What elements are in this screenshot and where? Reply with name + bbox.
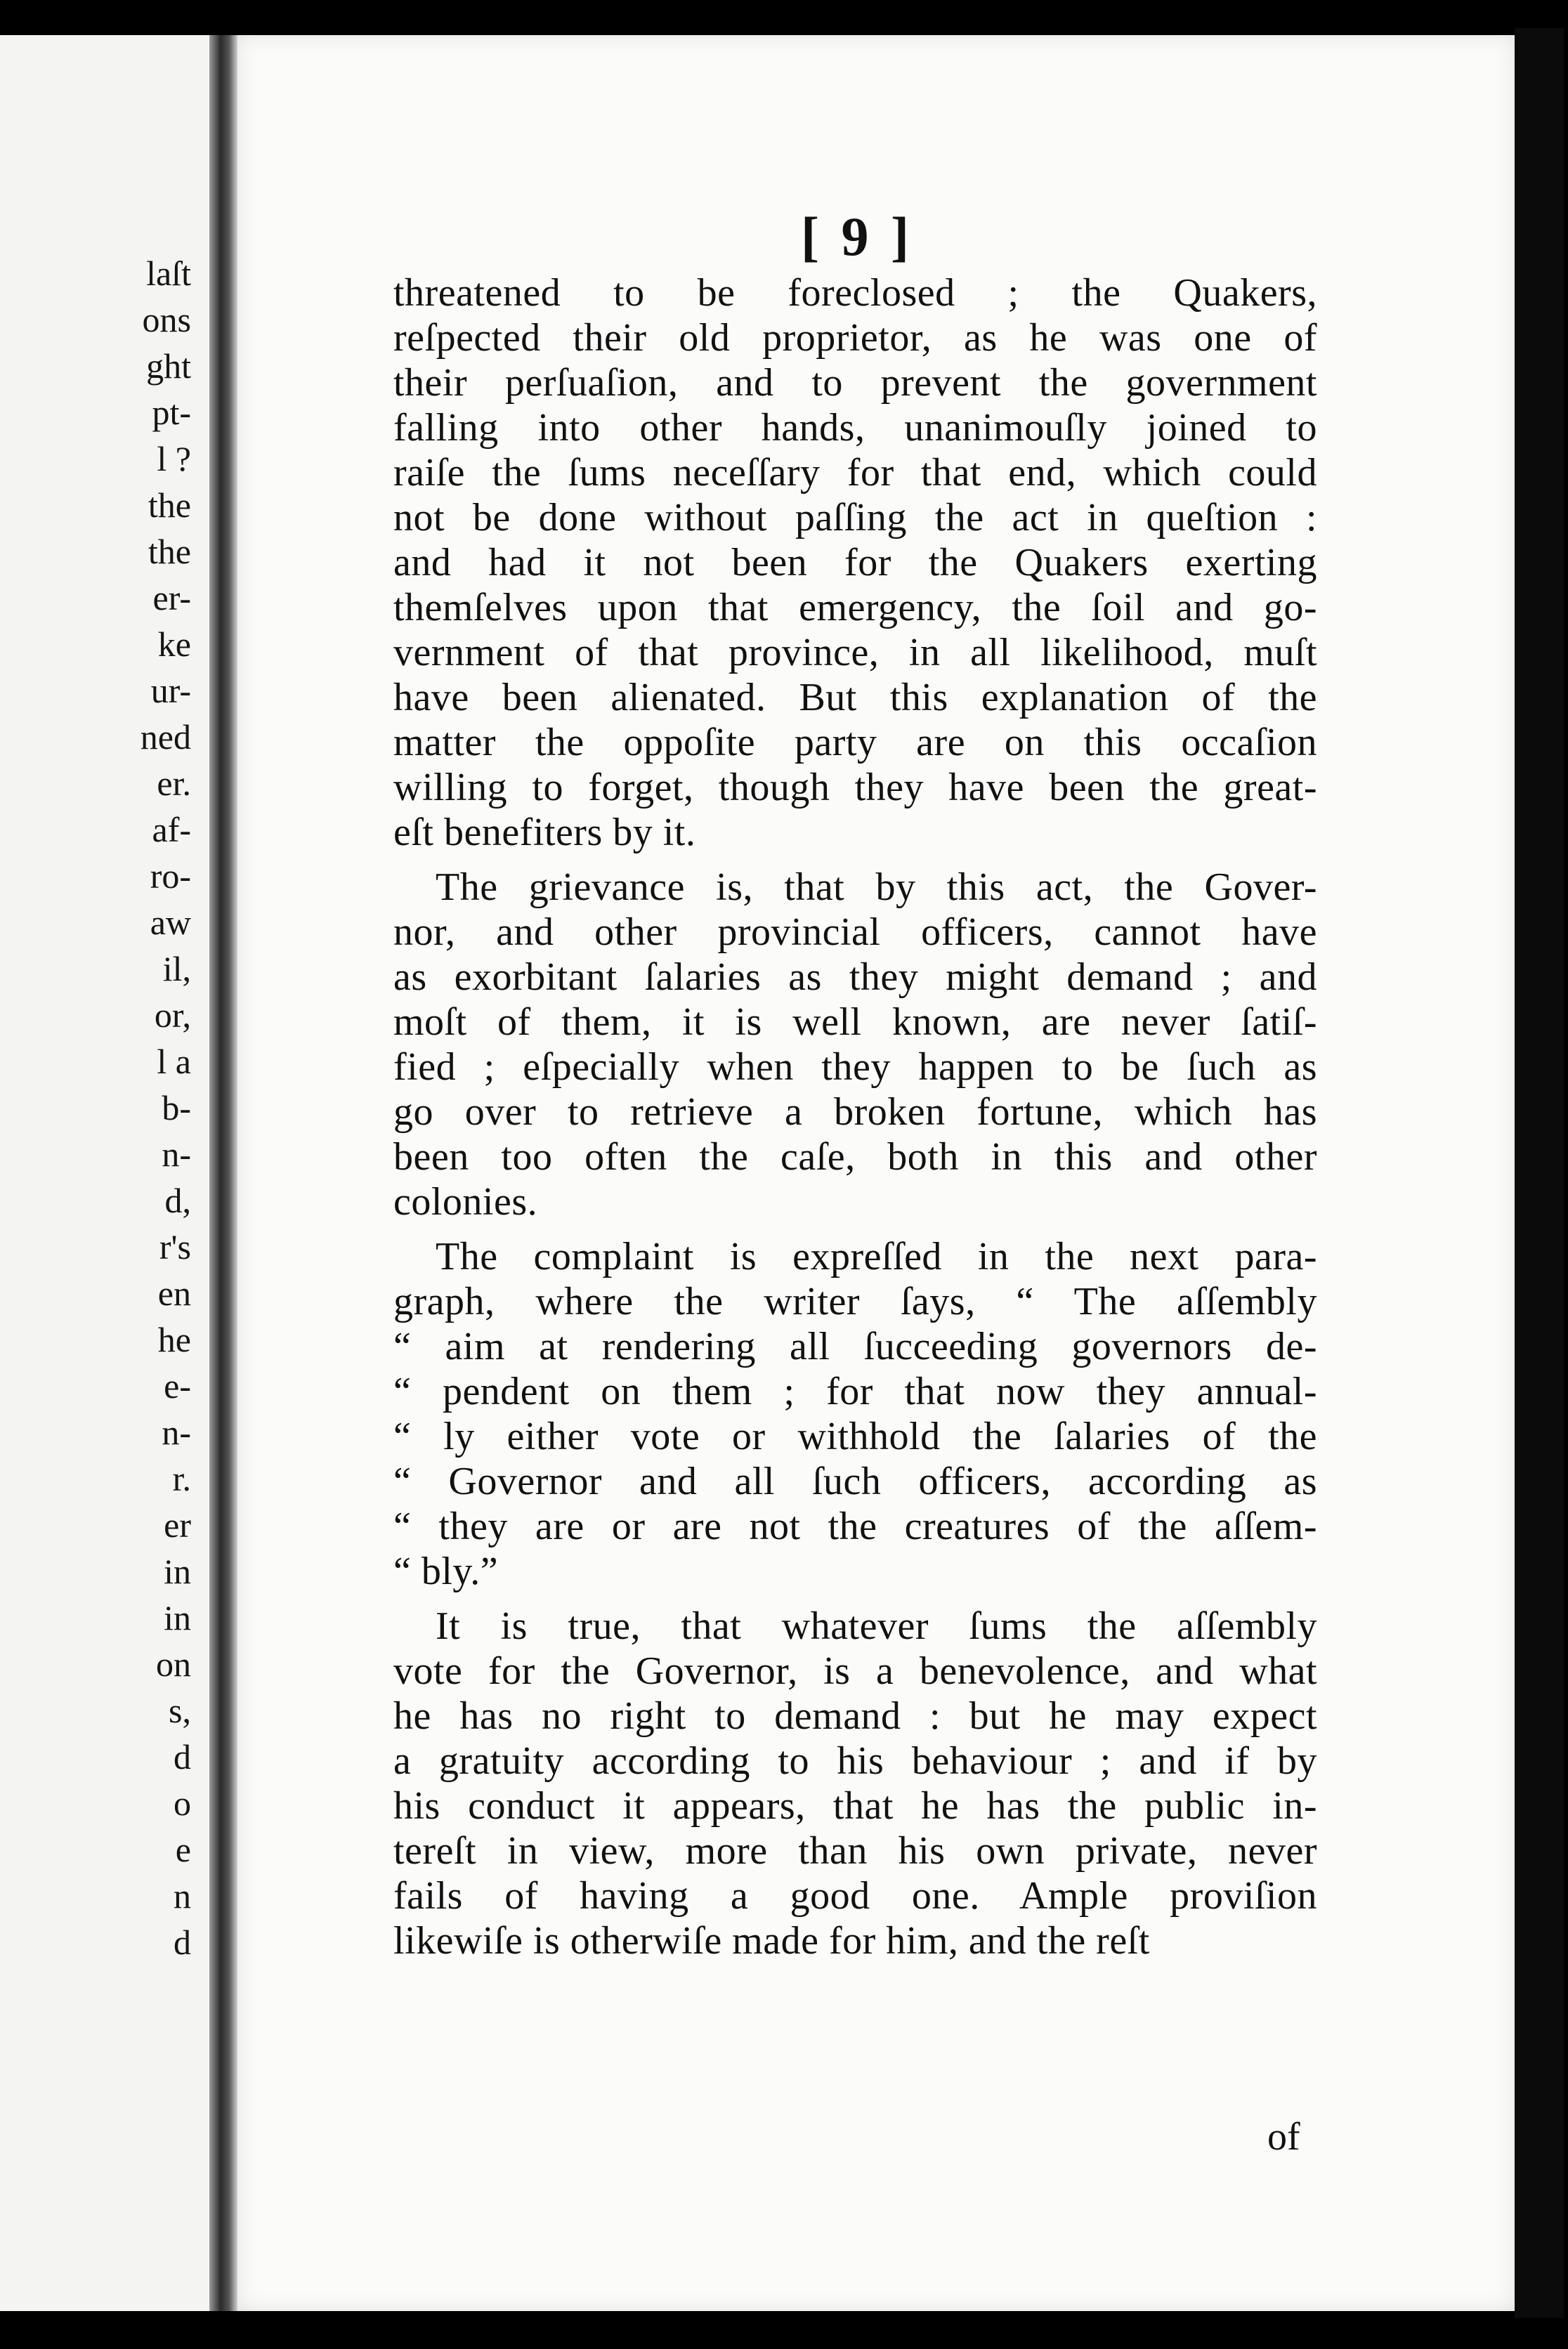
facing-page-line-fragment: s, bbox=[169, 1691, 191, 1730]
text-line: and had it not been for the Quakers exerting bbox=[393, 541, 1317, 584]
text-line: nor, and other provincial officers, cannot have bbox=[393, 910, 1317, 954]
text-line: matter the oppoſite party are on this occaſion bbox=[393, 721, 1317, 764]
paragraph bbox=[393, 1604, 1317, 1963]
facing-page-line-fragment: n- bbox=[162, 1134, 191, 1174]
facing-page-line-fragment: d bbox=[174, 1737, 191, 1777]
text-line: tereſt in view, more than his own private, never bbox=[393, 1829, 1317, 1873]
text-line: “ bly.” bbox=[393, 1550, 499, 1593]
facing-page-line-fragment: e bbox=[175, 1830, 191, 1869]
facing-page-fragment bbox=[0, 35, 209, 2311]
facing-page-line-fragment: ur- bbox=[150, 671, 191, 710]
text-line: graph, where the writer ſays, “ The aſſembly bbox=[393, 1280, 1317, 1323]
paragraph-gap bbox=[393, 855, 1317, 865]
text-line: he has no right to demand : but he may expect bbox=[393, 1694, 1317, 1738]
paragraph-gap bbox=[393, 1224, 1317, 1234]
facing-page-line-fragment: he bbox=[157, 1320, 191, 1359]
text-line: vernment of that province, in all likelihood, muſt bbox=[393, 631, 1317, 674]
facing-page-line-fragment: the bbox=[148, 485, 191, 525]
text-line: their perſuaſion, and to prevent the government bbox=[393, 361, 1317, 405]
text-line: threatened to be foreclosed ; the Quakers, bbox=[393, 271, 1317, 315]
body-text bbox=[393, 270, 1317, 1963]
facing-page-line-fragment: en bbox=[157, 1274, 191, 1313]
text-line: The grievance is, that by this act, the Gover- bbox=[436, 865, 1317, 909]
facing-page-line-fragment: aw bbox=[150, 903, 191, 942]
facing-page-line-fragment: er- bbox=[152, 578, 191, 617]
facing-page-line-fragment: er. bbox=[157, 764, 191, 803]
facing-page-line-fragment: ro- bbox=[150, 856, 191, 896]
text-line: falling into other hands, unanimouſly joined to bbox=[393, 406, 1317, 450]
facing-page-line-fragment: the bbox=[148, 532, 191, 571]
text-line: themſelves upon that emergency, the ſoil and go- bbox=[393, 586, 1317, 629]
paragraph-gap bbox=[393, 1594, 1317, 1604]
text-line: go over to retrieve a broken fortune, which has bbox=[393, 1090, 1317, 1134]
facing-page-line-fragment: laſt bbox=[146, 254, 191, 293]
facing-page-line-fragment: ght bbox=[146, 346, 191, 386]
text-line: “ pendent on them ; for that now they annual- bbox=[393, 1370, 1317, 1413]
text-line: The complaint is expreſſed in the next para- bbox=[436, 1235, 1317, 1278]
facing-page-line-fragment: d bbox=[174, 1923, 191, 1962]
facing-page-line-fragment: l ? bbox=[157, 439, 191, 478]
facing-page-line-fragment: r. bbox=[172, 1459, 191, 1498]
facing-page-line-fragment: ons bbox=[142, 300, 191, 339]
paragraph bbox=[393, 1234, 1317, 1594]
paragraph bbox=[393, 865, 1317, 1224]
facing-page-line-fragment: or, bbox=[154, 995, 191, 1035]
facing-page-line-fragment: o bbox=[174, 1784, 191, 1823]
text-line: his conduct it appears, that he has the public in- bbox=[393, 1784, 1317, 1828]
facing-page-line-fragment: e- bbox=[164, 1366, 191, 1406]
text-line: vote for the Governor, is a benevolence, and what bbox=[393, 1649, 1317, 1693]
page-number: [ 9 ] bbox=[801, 206, 913, 267]
paragraph bbox=[393, 270, 1317, 855]
facing-page-line-fragment: d, bbox=[164, 1181, 191, 1220]
text-line: a gratuity according to his behaviour ; and if by bbox=[393, 1739, 1317, 1783]
facing-page-line-fragment: pt- bbox=[152, 393, 191, 432]
facing-page-line-fragment: ned bbox=[140, 717, 191, 757]
facing-page-line-fragment: n bbox=[174, 1876, 191, 1916]
text-line: willing to forget, though they have been the great- bbox=[393, 766, 1317, 809]
text-line: raiſe the ſums neceſſary for that end, which could bbox=[393, 451, 1317, 495]
text-line: likewiſe is otherwiſe made for him, and the reſt bbox=[393, 1919, 1150, 1963]
text-line: “ they are or are not the creatures of the aſſem- bbox=[393, 1505, 1317, 1548]
facing-page-line-fragment: b- bbox=[162, 1088, 191, 1127]
text-line: as exorbitant ſalaries as they might demand ; and bbox=[393, 955, 1317, 999]
text-line: colonies. bbox=[393, 1180, 538, 1224]
scan-border bbox=[1515, 28, 1564, 2318]
text-line: reſpected their old proprietor, as he was one of bbox=[393, 316, 1317, 360]
text-line: fied ; eſpecially when they happen to be ſuch as bbox=[393, 1045, 1317, 1089]
text-line: been too often the caſe, both in this and other bbox=[393, 1135, 1317, 1179]
text-line: “ Governor and all ſuch officers, according as bbox=[393, 1460, 1317, 1503]
book-gutter bbox=[209, 35, 237, 2311]
facing-page-line-fragment: ke bbox=[157, 624, 191, 664]
facing-page-line-fragment: in bbox=[164, 1552, 191, 1591]
catchword: of bbox=[1267, 2115, 1300, 2159]
facing-page-line-fragment: l a bbox=[157, 1042, 191, 1081]
facing-page-line-fragment: af- bbox=[152, 810, 191, 849]
text-line: It is true, that whatever ſums the aſſembly bbox=[436, 1604, 1317, 1648]
text-line: have been alienated. But this explanation of the bbox=[393, 676, 1317, 719]
text-line: not be done without paſſing the act in queſtion : bbox=[393, 496, 1317, 539]
facing-page-line-fragment: n- bbox=[162, 1413, 191, 1452]
facing-page-line-fragment: on bbox=[156, 1644, 191, 1684]
facing-page-line-fragment: il, bbox=[162, 949, 191, 988]
facing-page-line-fragment: in bbox=[164, 1598, 191, 1637]
text-line: moſt of them, it is well known, are never ſatiſ- bbox=[393, 1000, 1317, 1044]
facing-page-line-fragment: r's bbox=[159, 1227, 191, 1267]
text-line: eſt benefiters by it. bbox=[393, 811, 696, 854]
facing-page-line-fragment: er bbox=[164, 1505, 191, 1545]
text-line: fails of having a good one. Ample proviſion bbox=[393, 1874, 1317, 1918]
text-line: “ ly either vote or withhold the ſalaries of the bbox=[393, 1415, 1317, 1458]
text-line: “ aim at rendering all ſucceeding governors de- bbox=[393, 1325, 1317, 1368]
